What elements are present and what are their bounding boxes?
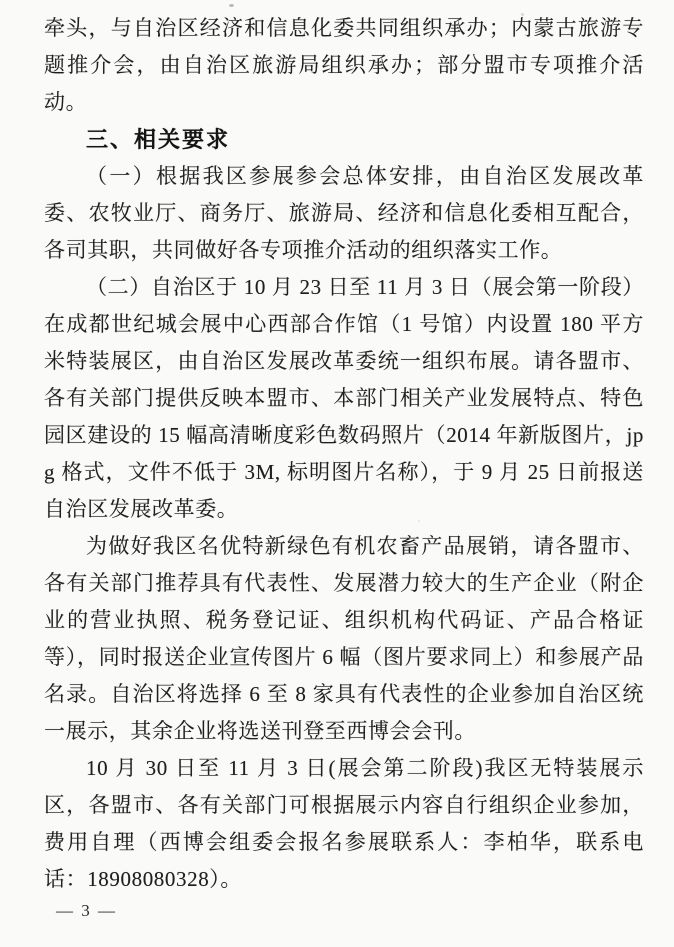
scan-speck [229, 4, 234, 7]
paragraph-second-phase: 10 月 30 日至 11 月 3 日(展会第二阶段)我区无特装展示区，各盟市、各有关部门可根据展示内容自行组织企业参加，费用自理（西博会组委会报名参展联系人：李柏华，联系电话：18908080328）。 [44, 756, 644, 891]
paragraph-carryover: 牵头，与自治区经济和信息化委共同组织承办；内蒙古旅游专题推介会，由自治区旅游局组织承办；部分盟市专项推介活动。 [44, 16, 644, 114]
section-heading: 三、相关要求 [86, 127, 231, 152]
paragraph-item-1: （一）根据我区参展参会总体安排，由自治区发展改革委、农牧业厅、商务厅、旅游局、经济和信息化委相互配合，各司其职，共同做好各专项推介活动的组织落实工作。 [44, 164, 644, 262]
page-number: — 3 — [56, 901, 117, 920]
paragraph-item-2: （二）自治区于 10 月 23 日至 11 月 3 日（展会第一阶段）在成都世纪城会展中心西部合作馆（1 号馆）内设置 180 平方米特装展区，由自治区发展改革委统一组织布展。请各盟市、各有关部门提供反映本盟市、本部门相关产业发展特点、特色园区建设的 15 幅高清晰度彩色数码照片（2014 年新版图片，jpg 格式，文件不低于 3M, 标明图片名称），于 9 月 25 日前报送自治区发展改革委。 [44, 275, 644, 521]
document-body [44, 10, 644, 898]
paragraph-product-exhibition: 为做好我区名优特新绿色有机农畜产品展销，请各盟市、各有关部门推荐具有代表性、发展潜力较大的生产企业（附企业的营业执照、税务登记证、组织机构代码证、产品合格证等），同时报送企业宣传图片 6 幅（图片要求同上）和参展产品名录。自治区将选择 6 至 8 家具有代表性的企业参加自治区统一展示，其余企业将选送刊登至西博会会刊。 [44, 534, 644, 743]
